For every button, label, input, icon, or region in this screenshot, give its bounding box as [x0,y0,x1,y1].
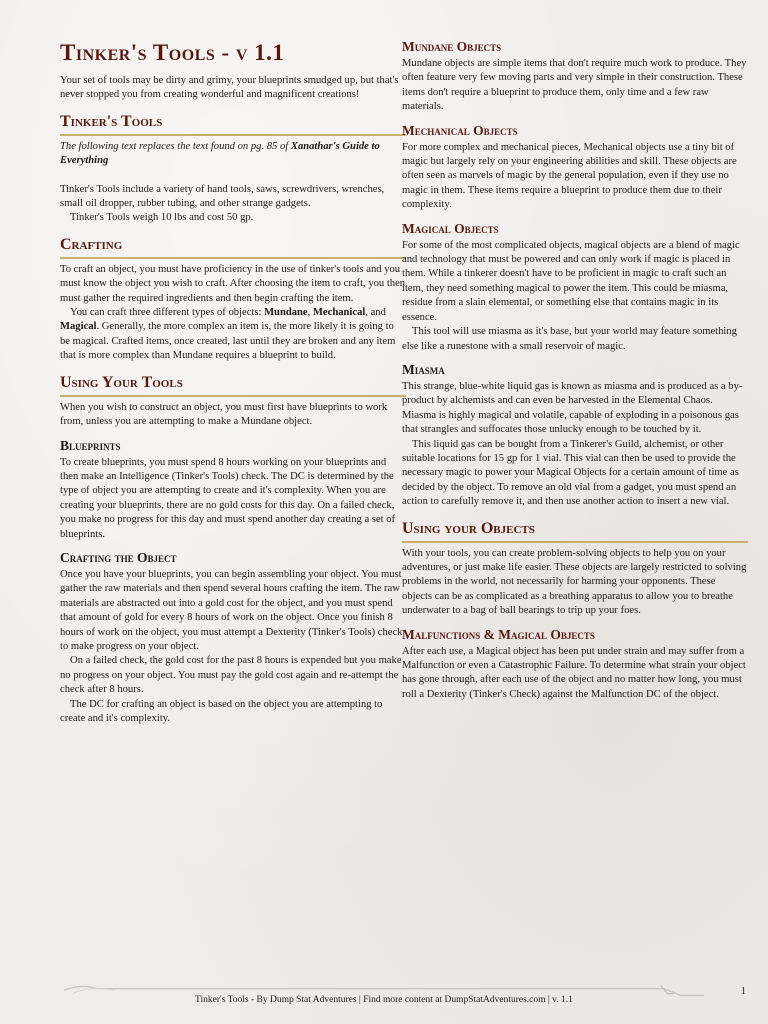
crafting-object-paragraph-2: On a failed check, the gold cost for the past 8 hours is expended but you make no progress on your object. You must pay the gold cost again and re-attempt the check after 8 hours. [60,655,402,696]
right-column [402,38,748,702]
tools-weight-cost: Tinker's Tools weigh 10 lbs and cost 50 gp. [70,212,254,224]
miasma-paragraph-2: This liquid gas can be bought from a Tinkerer's Guild, alchemist, or other suitable locations for 15 gp for 1 vial. This vial can then be used to provide the necessary magic to power your Magical Objects for a certain amount of time as decided by the object. To remove an old vial from a gadget, you must spend an action to carefully remove it, and then use another action to insert a new vial. [402,438,739,508]
mundane-term: Mundane [264,307,308,319]
blueprints-heading: Blueprints [60,437,121,453]
crafting-p2-start: You can craft three different types of objects: [70,307,265,319]
mundane-objects-heading: Mundane Objects [402,39,502,54]
mundane-objects-paragraph: Mundane objects are simple items that don't require much work to produce. They often feature very few moving parts and very simple in their construction. These items don't require a blueprint to produce them, only time and a few raw materials. [402,58,747,113]
blueprints-paragraph: To create blueprints, you must spend 8 hours working on your blueprints and then make an Intelligence (Tinker's Tools) check. The DC is determined by the type of object you are attempting to create and it's complexity. When you are creating your blueprints, there are no gold costs for this day. On a failed check, you make no progress for this day and must spend another day creating a set of blueprints. [60,456,396,540]
mechanical-objects-paragraph: For more complex and mechanical pieces, Mechanical objects use a tiny bit of magic but largely rely on your engineering abilities and skill. These objects are often seen as marvels of magic by the general population, even if they use no magic in them. These items require a blueprint to produce them due to their complexity. [402,141,737,211]
book-title: Xanathar's Guide to Everything [60,140,380,167]
magical-objects-paragraph-1: For some of the most complicated objects, magical objects are a blend of magic and technology that must be powered and can only work if magic is placed in them. While a tinkerer doesn't have to be proficient in magic to craft such an item, they need something magical to power the item. This could be miasma, residue from a slain elemental, or something else that contains magic in its essence. [402,239,740,323]
comma-sep: , [307,307,313,319]
using-objects-paragraph: With your tools, you can create problem-solving objects to help you on your adventures, or just make life easier. These objects are largely restricted to solving problems in the world, not necessarily for harming your opponents. These objects can be as complicated as a breathing apparatus to allow you to breathe underwater to a bag of ball bearings to trip up your foes. [402,547,747,617]
miasma-heading: Miasma [402,361,445,377]
crafting-object-paragraph-1: Once you have your blueprints, you can begin assembling your object. You must gather the raw materials and then spend several hours crafting the item. The raw materials are abstracted out into a gold cost for the object, and you must spend that amount of gold for every 8 hours of work on the object. Once you finish 8 hours of work on the object, you must attempt a Dexterity (Tinker's Tools) check to make progress on your object. [60,568,403,652]
tools-description: Tinker's Tools include a variety of hand tools, saws, screwdrivers, wrenches, small oil dropper, rubber tubing, and other strange gadgets. [60,183,385,210]
and-sep: , and [365,307,386,319]
crafting-object-heading: Crafting the Object [60,549,177,565]
using-objects-heading: Using your Objects [402,519,748,543]
crafting-paragraph-2 [60,306,406,364]
using-tools-paragraph: When you wish to construct an object, you must first have blueprints to work from, unless you are attempting to make a Mundane object. [60,401,388,428]
crafting-object-paragraph-3: The DC for crafting an object is based on the object you are attempting to create and it's complexity. [60,698,383,724]
page-number: 1 [741,986,746,997]
malfunctions-heading: Malfunctions & Magical Objects [402,626,595,642]
magical-objects-heading: Magical Objects [402,220,499,236]
crafting-heading: Crafting [60,235,406,259]
replaces-note [60,140,406,169]
replaces-text: The following text replaces the text found on pg. 85 of [60,140,291,152]
using-tools-heading: Using Your Tools [60,373,406,397]
magical-term: Magical [60,321,97,333]
mechanical-term: Mechanical [312,307,366,319]
crafting-paragraph-1: To craft an object, you must have proficiency in the use of tinker's tools and you must know the object you wish to craft. After choosing the item to craft, you then must gather the required ingredients and then begin crafting the item. [60,263,406,304]
left-column [60,40,406,726]
magical-objects-paragraph-2: This tool will use miasma as it's base, but your world may feature something else like a runestone with a small reservoir of magic. [402,326,737,352]
tinkers-tools-heading: Tinker's Tools [60,112,406,136]
page-title: Tinker's Tools - v 1.1 [60,40,285,65]
mechanical-objects-heading: Mechanical Objects [402,122,518,138]
miasma-paragraph-1: This strange, blue-white liquid gas is known as miasma and is produced as a by-product by alchemists and can even be harvested in the Elemental Chaos. Miasma is highly magical and volatile, capable of exploding in a poisonous gas that strangles and suffocates those unlucky enough to be touched by it. [402,380,743,436]
crafting-p2-end: . Generally, the more complex an item is, the more likely it is going to be magical. Crafted items, once created, last until they are broken and any item that is more complex than Mundane requires a blueprint to build. [60,321,396,362]
footer-flourish-left [72,988,114,993]
intro-paragraph: Your set of tools may be dirty and grimy, your blueprints smudged up, but that's never stopped you from creating wonderful and magnificent creations! [60,75,399,101]
footer-rule-line [64,987,704,996]
malfunctions-paragraph: After each use, a Magical object has been put under strain and may suffer from a Malfunction or even a Catastrophic Failure. To determine what strain your object has gone through, after each use of the object and no matter how long, you must roll a Dexterity (Tinker's Check) against the Malfunction DC of the object. [402,645,746,700]
footer-text: Tinker's Tools - By Dump Stat Adventures | Find more content at DumpStatAdventures.com | v. 1.1 [195,995,573,1005]
